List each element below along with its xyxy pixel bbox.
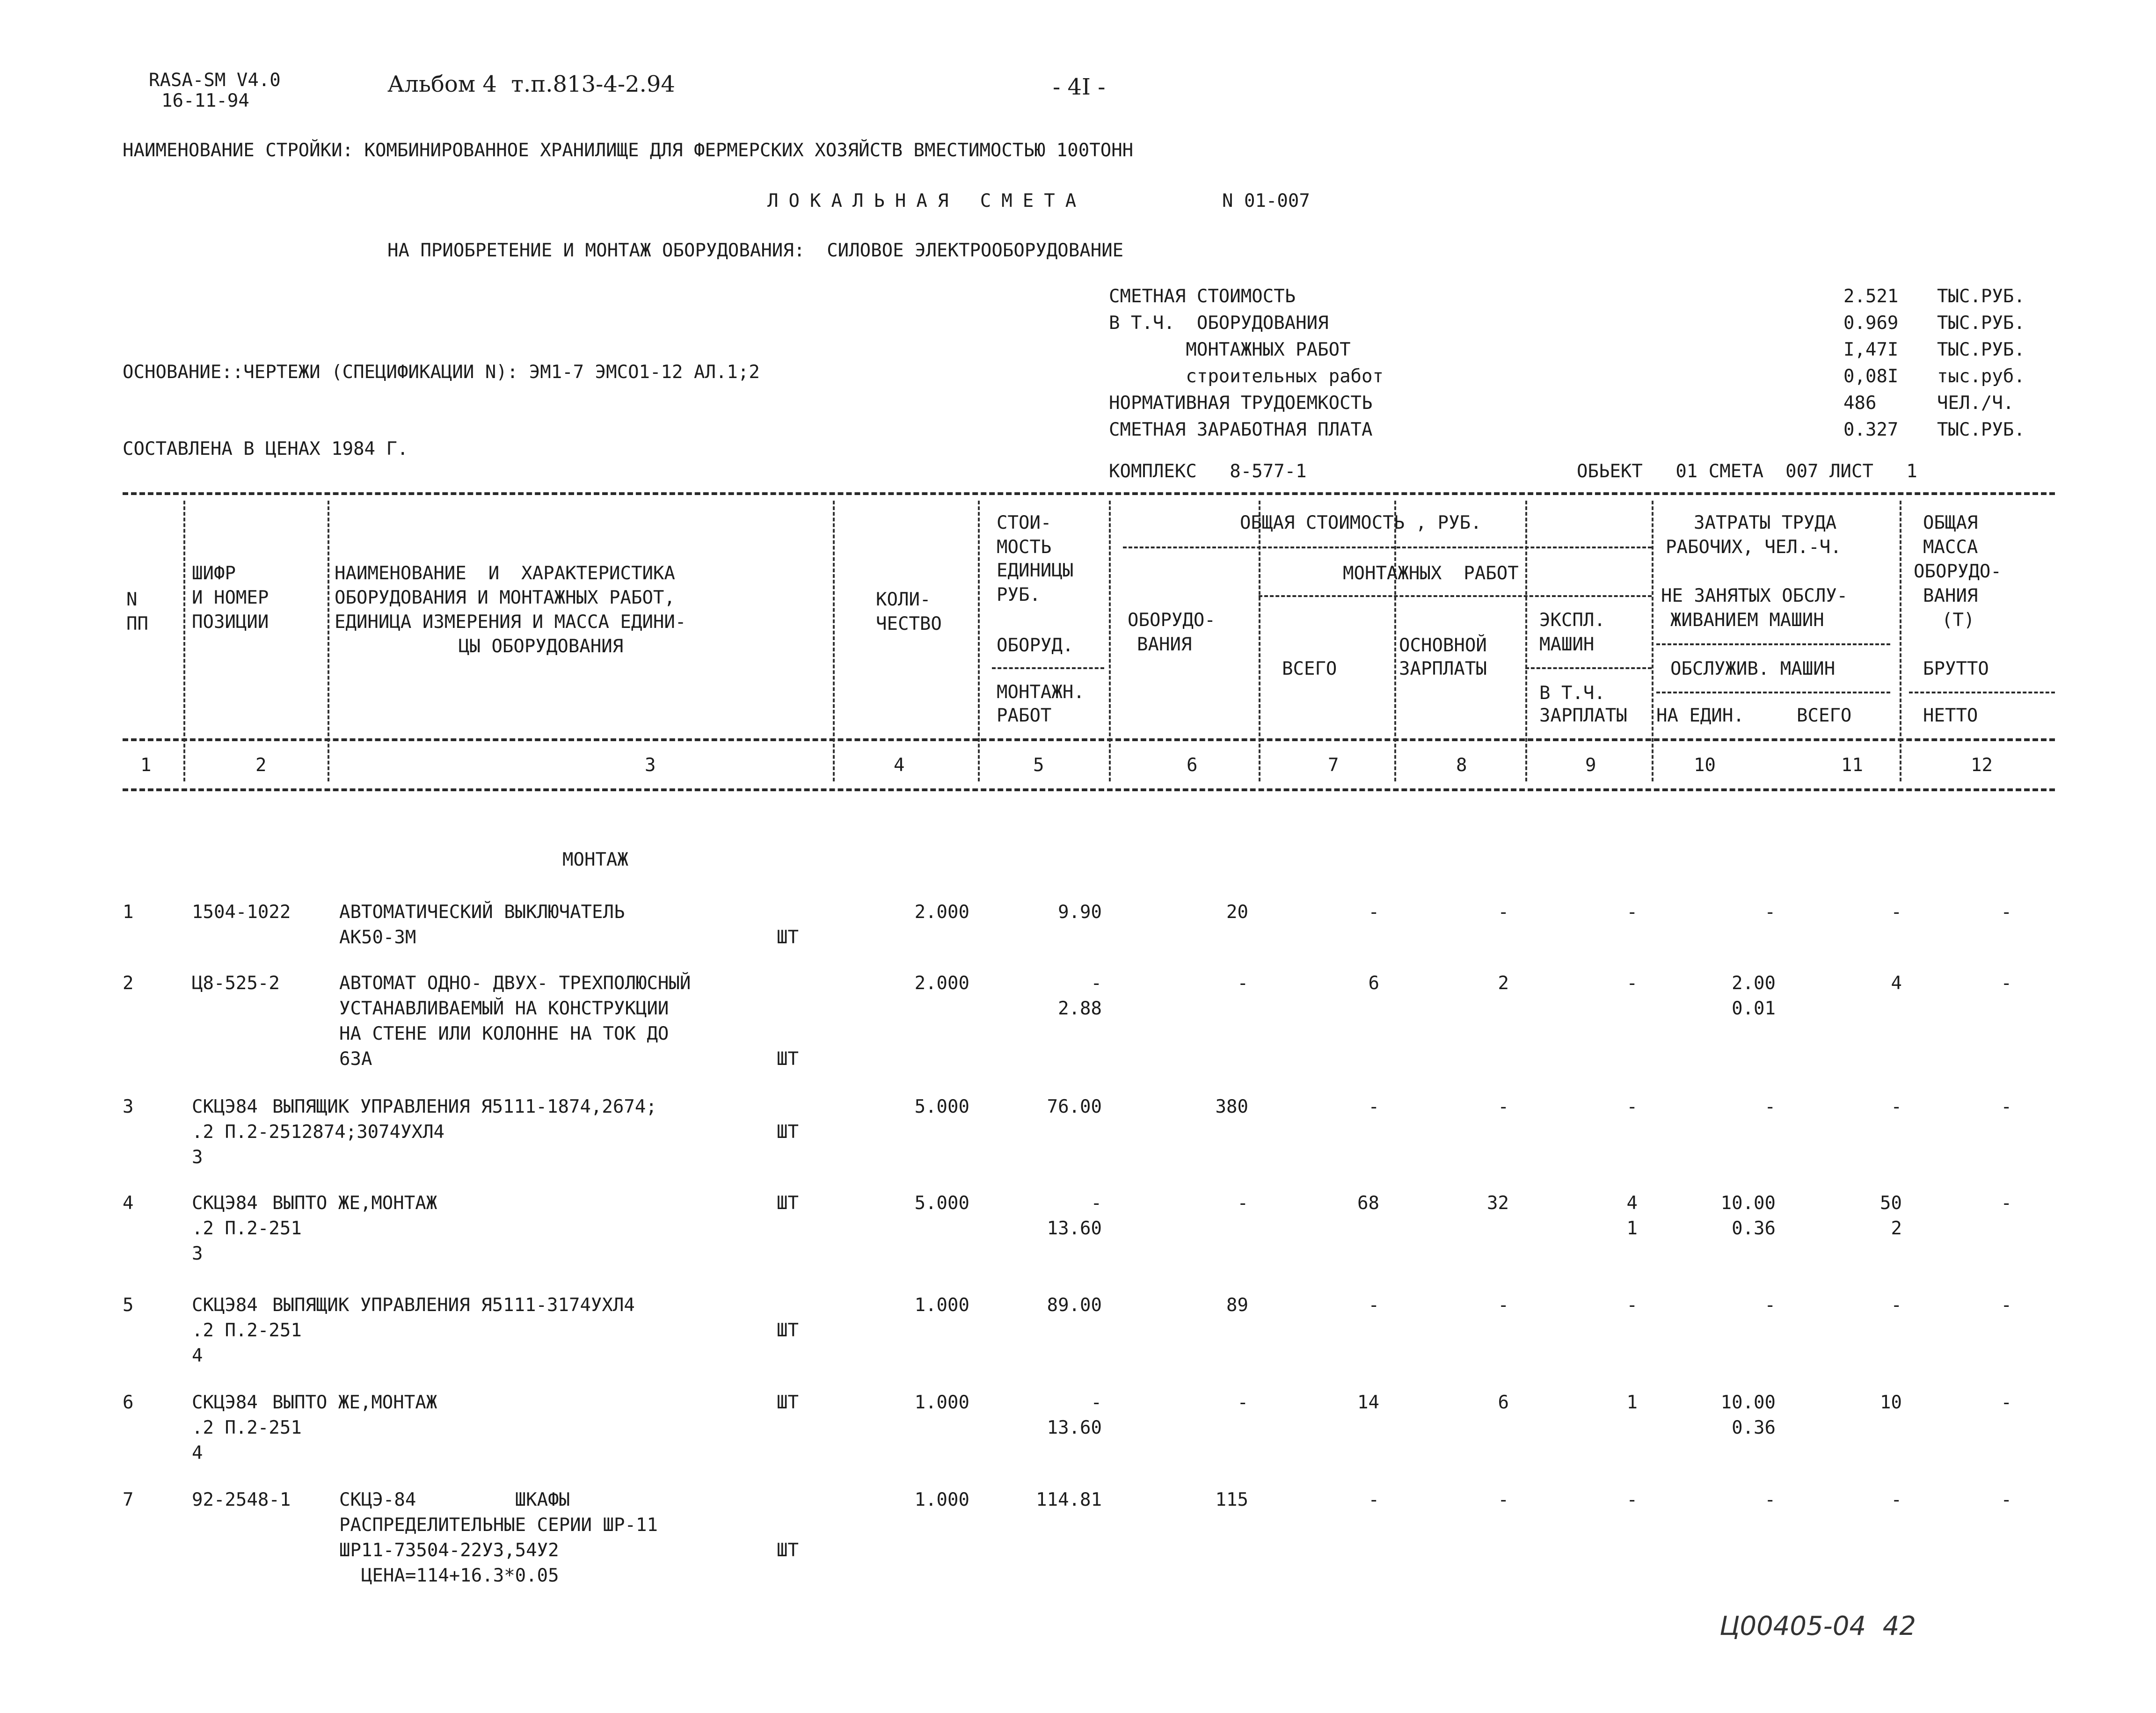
summary-value: 486 [1843, 393, 1877, 414]
row-code: 92-2548-1 [192, 1489, 291, 1510]
header-labor-group: РАБОЧИХ, ЧЕЛ.-Ч. [1666, 537, 1842, 558]
column-divider [183, 501, 185, 781]
header-col9: ЭКСПЛ. [1539, 610, 1605, 631]
row-mount-total: 68 [1357, 1193, 1379, 1214]
header-col8: ОСНОВНОЙ [1399, 635, 1487, 656]
complex-id: КОМПЛЕКС 8-577-1 [1109, 461, 1307, 482]
row-code: СКЦЭ84 [192, 1096, 258, 1117]
column-divider [1259, 501, 1260, 781]
summary-unit: ЧЕЛ./Ч. [1937, 393, 2014, 414]
header-labor-group: ЗАТРАТЫ ТРУДА [1694, 512, 1837, 533]
summary-value: 0,08I [1843, 366, 1899, 387]
row-labor-per-unit: 2.00 [1732, 973, 1776, 994]
col12-underline [1909, 692, 2055, 693]
header-col3: НАИМЕНОВАНИЕ И ХАРАКТЕРИСТИКА [335, 563, 675, 584]
row-code: 1504-1022 [192, 902, 291, 923]
row-description: АВТОМАТ ОДНО- ДВУХ- ТРЕХПОЛЮСНЫЙ [339, 973, 691, 994]
row-base-salary: - [1498, 902, 1509, 923]
summary-value: 0.327 [1843, 419, 1899, 440]
header-col3: ОБОРУДОВАНИЯ И МОНТАЖНЫХ РАБОТ, [335, 587, 675, 608]
column-divider [1525, 501, 1527, 781]
table-top-rule [123, 492, 2055, 495]
row-unit: ШТ [777, 1320, 799, 1341]
header-col1: N [126, 589, 138, 610]
header-col10: НА ЕДИН. [1656, 705, 1744, 726]
header-mount-group: МОНТАЖНЫХ РАБОТ [1343, 563, 1519, 584]
header-col5: ЕДИНИЦЫ [997, 560, 1074, 581]
row-mount-total: - [1368, 1295, 1379, 1316]
row-description: ШР11-73504-22У3,54У2 [339, 1540, 559, 1561]
summary-label: СМЕТНАЯ ЗАРАБОТНАЯ ПЛАТА [1109, 419, 1373, 440]
row-machine-cost: - [1626, 1096, 1638, 1117]
header-bottom-rule [123, 738, 2055, 741]
header-col12: МАССА [1923, 537, 1978, 558]
header-col7: ВСЕГО [1282, 658, 1337, 679]
row-unit: ШТ [777, 1049, 799, 1070]
row-unit-price: - [1091, 1193, 1102, 1214]
column-number: 5 [1033, 755, 1044, 776]
row-description: ЦЕНА=114+16.3*0.05 [339, 1565, 559, 1586]
row-description: СКЦЭ-84 ШКАФЫ [339, 1489, 570, 1510]
row-labor-per-unit: - [1764, 1489, 1776, 1510]
row-number: 6 [123, 1392, 134, 1413]
row-unit-price: - [1091, 1392, 1102, 1413]
row-mount-total: 14 [1357, 1392, 1379, 1413]
row-unit-price: 13.60 [1047, 1218, 1102, 1239]
summary-unit: ТЫС.РУБ. [1937, 419, 2025, 440]
header-col12: ОБЩАЯ [1923, 512, 1978, 533]
row-mass: - [2001, 902, 2012, 923]
row-unit-price: 89.00 [1047, 1295, 1102, 1316]
row-base-salary: 6 [1498, 1392, 1509, 1413]
row-equipment-cost: - [1237, 1193, 1248, 1214]
mount-group-underline [1259, 595, 1652, 597]
header-col12: ВАНИЯ [1923, 585, 1978, 606]
row-base-salary: - [1498, 1489, 1509, 1510]
row-code: Ц8-525-2 [192, 973, 280, 994]
header-col12: БРУТТО [1923, 658, 1989, 679]
column-divider [1652, 501, 1653, 781]
summary-label: строительных работ [1109, 366, 1384, 387]
row-number: 5 [123, 1295, 134, 1316]
row-description: ВЫПТО ЖЕ,МОНТАЖ [272, 1392, 437, 1413]
row-quantity: 5.000 [914, 1193, 969, 1214]
header-col6: ОБОРУДО- [1128, 610, 1216, 631]
col5-underline [992, 667, 1104, 669]
row-code: СКЦЭ84 [192, 1392, 258, 1413]
row-unit-price: 114.81 [1036, 1489, 1102, 1510]
header-col5: РУБ. [997, 584, 1041, 605]
header-col6: ВАНИЯ [1137, 634, 1192, 655]
row-description: .2 П.2-251 [192, 1320, 302, 1341]
row-base-salary: 2 [1498, 973, 1509, 994]
column-number: 12 [1971, 755, 1993, 776]
row-mount-total: 6 [1368, 973, 1379, 994]
summary-label: СМЕТНАЯ СТОИМОСТЬ [1109, 286, 1296, 307]
row-equipment-cost: - [1237, 973, 1248, 994]
row-labor-per-unit: 0.36 [1732, 1417, 1776, 1438]
row-number: 2 [123, 973, 134, 994]
row-equipment-cost: - [1237, 1392, 1248, 1413]
row-machine-cost: - [1626, 1295, 1638, 1316]
column-divider [1900, 501, 1901, 781]
col9-underline [1525, 667, 1652, 669]
column-divider [978, 501, 980, 781]
row-description: УСТАНАВЛИВАЕМЫЙ НА КОНСТРУКЦИИ [339, 998, 669, 1019]
summary-label: МОНТАЖНЫХ РАБОТ [1109, 339, 1351, 360]
column-number: 6 [1187, 755, 1198, 776]
column-number: 4 [894, 755, 905, 776]
row-quantity: 2.000 [914, 902, 969, 923]
header-col5: МОНТАЖН. [997, 682, 1085, 703]
column-divider [1394, 501, 1396, 781]
summary-label: НОРМАТИВНАЯ ТРУДОЕМКОСТЬ [1109, 393, 1373, 414]
row-mass: - [2001, 1392, 2012, 1413]
row-labor-per-unit: 0.36 [1732, 1218, 1776, 1239]
header-col2: И НОМЕР [192, 587, 269, 608]
summary-unit: ТЫС.РУБ. [1937, 313, 2025, 334]
header-col5: ОБОРУД. [997, 635, 1074, 656]
row-number: 7 [123, 1489, 134, 1510]
row-base-salary: - [1498, 1295, 1509, 1316]
row-unit: ШТ [777, 1193, 799, 1214]
row-description: .2 П.2-251 [192, 1417, 302, 1438]
row-mass: - [2001, 1295, 2012, 1316]
row-unit: ШТ [777, 1540, 799, 1561]
summary-value: 2.521 [1843, 286, 1899, 307]
header-labor-sub2: ОБСЛУЖИВ. МАШИН [1670, 658, 1836, 679]
row-machine-cost: - [1626, 1489, 1638, 1510]
row-description: АК50-3М [339, 927, 416, 948]
row-description: 4 [192, 1443, 203, 1464]
column-number: 1 [140, 755, 152, 776]
row-description: АВТОМАТИЧЕСКИЙ ВЫКЛЮЧАТЕЛЬ [339, 902, 625, 923]
row-unit: ШТ [777, 1122, 799, 1143]
header-col12: (Т) [1942, 610, 1975, 631]
column-number: 9 [1585, 755, 1596, 776]
row-labor-per-unit: - [1764, 1295, 1776, 1316]
row-mount-total: - [1368, 902, 1379, 923]
row-mount-total: - [1368, 1096, 1379, 1117]
header-col4: КОЛИ- [876, 589, 931, 610]
header-col8: ЗАРПЛАТЫ [1399, 658, 1487, 679]
page-number: - 4I - [1053, 74, 1106, 100]
row-mount-total: - [1368, 1489, 1379, 1510]
header-col2: ПОЗИЦИИ [192, 612, 269, 633]
column-number: 2 [255, 755, 267, 776]
row-quantity: 1.000 [914, 1489, 969, 1510]
header-col3: ЕДИНИЦА ИЗМЕРЕНИЯ И МАССА ЕДИНИ- [335, 612, 686, 633]
header-labor-sub1: НЕ ЗАНЯТЫХ ОБСЛУ- [1661, 585, 1848, 606]
column-divider [328, 501, 329, 781]
summary-value: 0.969 [1843, 313, 1899, 334]
row-quantity: 2.000 [914, 973, 969, 994]
row-base-salary: - [1498, 1096, 1509, 1117]
row-machine-cost: 4 [1626, 1193, 1638, 1214]
row-labor-total: 50 [1880, 1193, 1902, 1214]
summary-unit: ТЫС.РУБ. [1937, 339, 2025, 360]
row-labor-total: - [1891, 1489, 1902, 1510]
construction-title: НАИМЕНОВАНИЕ СТРОЙКИ: КОМБИНИРОВАННОЕ ХРАНИЛИЩЕ ДЛЯ ФЕРМЕРСКИХ ХОЗЯЙСТВ ВМЕСТИМОСТЬЮ 100ТОНН [123, 140, 1134, 161]
column-divider [833, 501, 835, 781]
row-equipment-cost: 115 [1215, 1489, 1248, 1510]
row-description: ВЫПЯЩИК УПРАВЛЕНИЯ Я5111-3174УХЛ4 [272, 1295, 635, 1316]
row-labor-per-unit: - [1764, 902, 1776, 923]
row-labor-per-unit: 10.00 [1720, 1392, 1776, 1413]
summary-unit: тыс.руб. [1937, 366, 2025, 387]
header-labor-sub1: ЖИВАНИЕМ МАШИН [1670, 610, 1824, 631]
row-labor-total: 4 [1891, 973, 1902, 994]
row-mass: - [2001, 973, 2012, 994]
summary-label: В Т.Ч. ОБОРУДОВАНИЯ [1109, 313, 1329, 334]
row-description: .2 П.2-2512874;3074УХЛ4 [192, 1122, 445, 1143]
row-code: СКЦЭ84 [192, 1295, 258, 1316]
row-unit: ШТ [777, 1392, 799, 1413]
row-mass: - [2001, 1193, 2012, 1214]
row-equipment-cost: 20 [1226, 902, 1248, 923]
summary-unit: ТЫС.РУБ. [1937, 286, 2025, 307]
estimate-number: N 01-007 [1222, 190, 1310, 211]
header-col11: ВСЕГО [1797, 705, 1852, 726]
row-description: ВЫПТО ЖЕ,МОНТАЖ [272, 1193, 437, 1214]
row-mass: - [2001, 1489, 2012, 1510]
row-labor-total: - [1891, 1096, 1902, 1117]
program-date: 16-11-94 [161, 90, 249, 111]
header-col12: ОБОРУДО- [1914, 561, 2002, 582]
row-description: .2 П.2-251 [192, 1218, 302, 1239]
album-reference: Альбом 4 т.п.813-4-2.94 [387, 71, 675, 97]
header-col3: ЦЫ ОБОРУДОВАНИЯ [459, 636, 624, 657]
row-description: РАСПРЕДЕЛИТЕЛЬНЫЕ СЕРИИ ШР-11 [339, 1515, 658, 1536]
row-machine-cost: 1 [1626, 1392, 1638, 1413]
row-number: 1 [123, 902, 134, 923]
header-col4: ЧЕСТВО [876, 613, 942, 634]
row-labor-per-unit: 10.00 [1720, 1193, 1776, 1214]
header-col2: ШИФР [192, 563, 236, 584]
row-number: 4 [123, 1193, 134, 1214]
program-version: RASA-SM V4.0 [149, 70, 281, 91]
row-description: НА СТЕНЕ ИЛИ КОЛОННЕ НА ТОК ДО [339, 1023, 669, 1044]
row-machine-cost: - [1626, 973, 1638, 994]
row-description: 3 [192, 1147, 203, 1168]
header-cost-group: ОБЩАЯ СТОИМОСТЬ , РУБ. [1240, 512, 1482, 533]
row-equipment-cost: 380 [1215, 1096, 1248, 1117]
header-col12: НЕТТО [1923, 705, 1978, 726]
row-labor-per-unit: - [1764, 1096, 1776, 1117]
handwritten-note: Ц00405-04 42 [1719, 1611, 1916, 1641]
row-equipment-cost: 89 [1226, 1295, 1248, 1316]
row-labor-total: - [1891, 1295, 1902, 1316]
object-id: ОБЬЕКТ 01 СМЕТА 007 ЛИСТ 1 [1577, 461, 1917, 482]
row-labor-total: 10 [1880, 1392, 1902, 1413]
row-unit-price: 13.60 [1047, 1417, 1102, 1438]
labor-sub-underline [1656, 643, 1890, 645]
header-col9: ЗАРПЛАТЫ [1539, 705, 1627, 726]
row-unit-price: 2.88 [1058, 998, 1102, 1019]
section-title: МОНТАЖ [562, 849, 628, 870]
numbers-bottom-rule [123, 788, 2055, 791]
header-col9: МАШИН [1539, 634, 1595, 655]
column-divider [1109, 501, 1111, 781]
estimate-title: ЛОКАЛЬНАЯ СМЕТА [767, 190, 1087, 211]
row-number: 3 [123, 1096, 134, 1117]
row-code: СКЦЭ84 [192, 1193, 258, 1214]
row-description: 4 [192, 1345, 203, 1366]
row-description: 3 [192, 1243, 203, 1264]
row-unit-price: - [1091, 973, 1102, 994]
prices-year: СОСТАВЛЕНА В ЦЕНАХ 1984 Г. [123, 438, 408, 459]
column-number: 3 [645, 755, 656, 776]
row-labor-total: - [1891, 902, 1902, 923]
column-number: 8 [1456, 755, 1467, 776]
row-mass: - [2001, 1096, 2012, 1117]
column-number: 10 [1694, 755, 1716, 776]
row-description: 63А [339, 1049, 372, 1070]
header-col1: ПП [126, 613, 148, 634]
row-labor-total: 2 [1891, 1218, 1902, 1239]
row-quantity: 1.000 [914, 1392, 969, 1413]
row-unit-price: 9.90 [1058, 902, 1102, 923]
row-unit: ШТ [777, 927, 799, 948]
header-col5: МОСТЬ [997, 537, 1052, 558]
row-machine-cost: - [1626, 902, 1638, 923]
estimate-subtitle: НА ПРИОБРЕТЕНИЕ И МОНТАЖ ОБОРУДОВАНИЯ: СИЛОВОЕ ЭЛЕКТРООБОРУДОВАНИЕ [387, 240, 1124, 261]
row-machine-cost: 1 [1626, 1218, 1638, 1239]
labor-sub2-underline [1656, 692, 1890, 693]
header-col5: РАБОТ [997, 705, 1052, 726]
row-quantity: 5.000 [914, 1096, 969, 1117]
row-base-salary: 32 [1487, 1193, 1509, 1214]
cost-group-underline [1123, 547, 1652, 548]
row-quantity: 1.000 [914, 1295, 969, 1316]
header-col9: В Т.Ч. [1539, 683, 1605, 704]
summary-value: I,47I [1843, 339, 1899, 360]
row-labor-per-unit: 0.01 [1732, 998, 1776, 1019]
column-number: 7 [1328, 755, 1339, 776]
row-description: ВЫПЯЩИК УПРАВЛЕНИЯ Я5111-1874,2674; [272, 1096, 657, 1117]
basis-line: ОСНОВАНИЕ::ЧЕРТЕЖИ (СПЕЦИФИКАЦИИ N): ЭМ1-7 ЭМСО1-12 АЛ.1;2 [123, 362, 760, 383]
row-unit-price: 76.00 [1047, 1096, 1102, 1117]
header-col5: СТОИ- [997, 512, 1052, 533]
column-number: 11 [1841, 755, 1863, 776]
